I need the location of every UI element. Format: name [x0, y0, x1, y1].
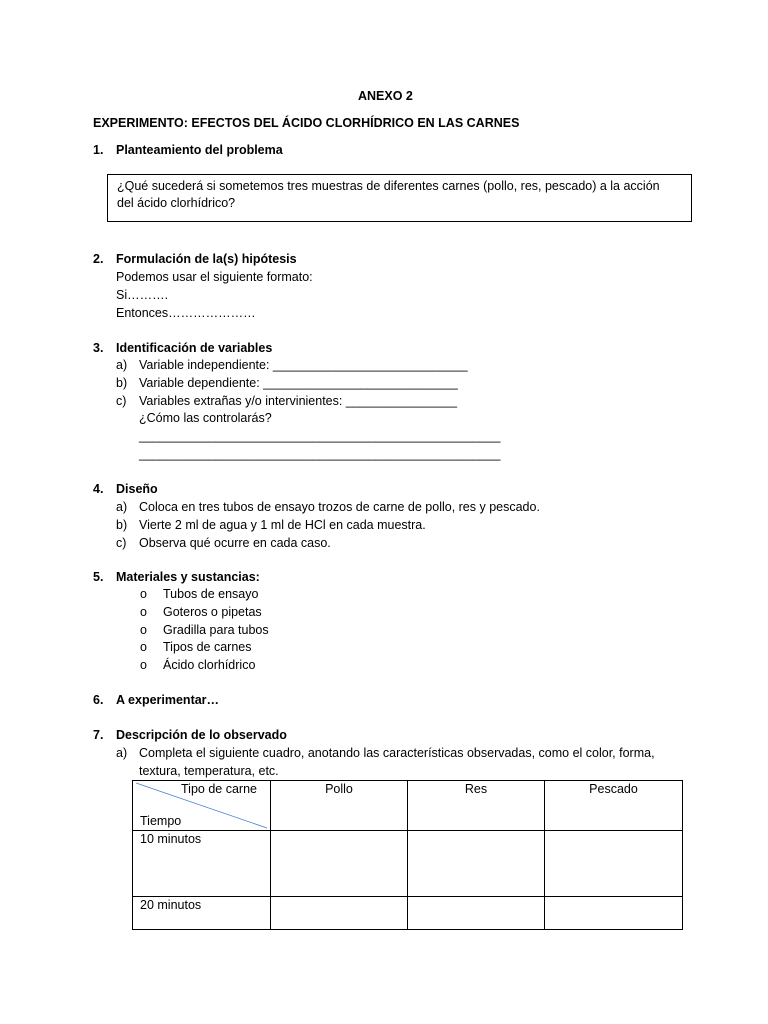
section-4-title: Diseño [116, 482, 158, 496]
section-7-title: Descripción de lo observado [116, 728, 287, 742]
section-2-title: Formulación de la(s) hipótesis [116, 252, 297, 266]
table-corner-cell [133, 781, 271, 831]
table-cell[interactable] [408, 897, 545, 930]
control-question: ¿Cómo las controlarás? [139, 411, 272, 425]
annex-title: ANEXO 2 [358, 89, 413, 103]
column-header-pollo: Pollo [271, 781, 408, 831]
table-row [133, 831, 683, 897]
table-cell[interactable] [271, 831, 408, 897]
table-row [133, 897, 683, 930]
column-header-pescado: Pescado [545, 781, 683, 831]
observation-table [132, 780, 683, 930]
answer-blank-line: ____________________________________________________ [139, 429, 501, 443]
variable-item-marker: a) [116, 358, 128, 372]
section-6-number: 6. [93, 693, 104, 707]
corner-label-bottom: Tiempo [140, 814, 182, 828]
section-1-title: Planteamiento del problema [116, 143, 283, 157]
material-item: Tubos de ensayo [163, 587, 259, 601]
observation-instruction-line-1: Completa el siguiente cuadro, anotando las características observadas, como el color, forma, [139, 746, 655, 760]
design-step-marker: a) [116, 500, 128, 514]
table-cell[interactable] [408, 831, 545, 897]
column-header-res: Res [408, 781, 545, 831]
table-cell[interactable] [545, 831, 683, 897]
variable-item-text: Variable independiente: ____________________________ [139, 358, 468, 372]
bullet-icon: o [140, 587, 147, 601]
variable-item-marker: c) [116, 394, 127, 408]
problem-box [107, 174, 692, 222]
bullet-icon: o [140, 605, 147, 619]
section-5-title: Materiales y sustancias: [116, 570, 260, 584]
observation-instruction-line-2: textura, temperatura, etc. [139, 764, 279, 778]
design-step-text: Coloca en tres tubos de ensayo trozos de carne de pollo, res y pescado. [139, 500, 540, 514]
section-7-number: 7. [93, 728, 104, 742]
design-step-text: Observa qué ocurre en cada caso. [139, 536, 331, 550]
bullet-icon: o [140, 640, 147, 654]
problem-text-line-1: ¿Qué sucederá si sometemos tres muestras de diferentes carnes (pollo, res, pescado) a la acción [117, 179, 660, 193]
material-item: Goteros o pipetas [163, 605, 262, 619]
material-item: Tipos de carnes [163, 640, 252, 654]
answer-blank-line: ____________________________________________________ [139, 447, 501, 461]
hypothesis-line-3: Entonces………………… [116, 306, 256, 320]
section-3-title: Identificación de variables [116, 341, 273, 355]
corner-label-top: Tipo de carne [181, 782, 257, 796]
table-cell[interactable] [545, 897, 683, 930]
design-step-text: Vierte 2 ml de agua y 1 ml de HCl en cada muestra. [139, 518, 426, 532]
variable-item-text: Variable dependiente: ____________________________ [139, 376, 458, 390]
bullet-icon: o [140, 658, 147, 672]
row-label-20-minutes: 20 minutos [133, 897, 271, 930]
section-3-number: 3. [93, 341, 104, 355]
section-4-number: 4. [93, 482, 104, 496]
material-item: Ácido clorhídrico [163, 658, 256, 672]
row-label-10-minutes: 10 minutos [133, 831, 271, 897]
section-2-number: 2. [93, 252, 104, 266]
section-5-number: 5. [93, 570, 104, 584]
material-item: Gradilla para tubos [163, 623, 269, 637]
variable-item-marker: b) [116, 376, 128, 390]
section-6-title: A experimentar… [116, 693, 220, 707]
experiment-title: EXPERIMENTO: EFECTOS DEL ÁCIDO CLORHÍDRICO EN LAS CARNES [93, 116, 520, 130]
section-1-number: 1. [93, 143, 104, 157]
hypothesis-line-1: Podemos usar el siguiente formato: [116, 270, 313, 284]
problem-text-line-2: del ácido clorhídrico? [117, 196, 236, 210]
bullet-icon: o [140, 623, 147, 637]
table-cell[interactable] [271, 897, 408, 930]
design-step-marker: c) [116, 536, 127, 550]
hypothesis-line-2: Si………. [116, 288, 169, 302]
variable-item-text: Variables extrañas y/o intervinientes: ________________ [139, 394, 458, 408]
table-header-row [133, 781, 683, 831]
observation-item-marker: a) [116, 746, 128, 760]
design-step-marker: b) [116, 518, 128, 532]
